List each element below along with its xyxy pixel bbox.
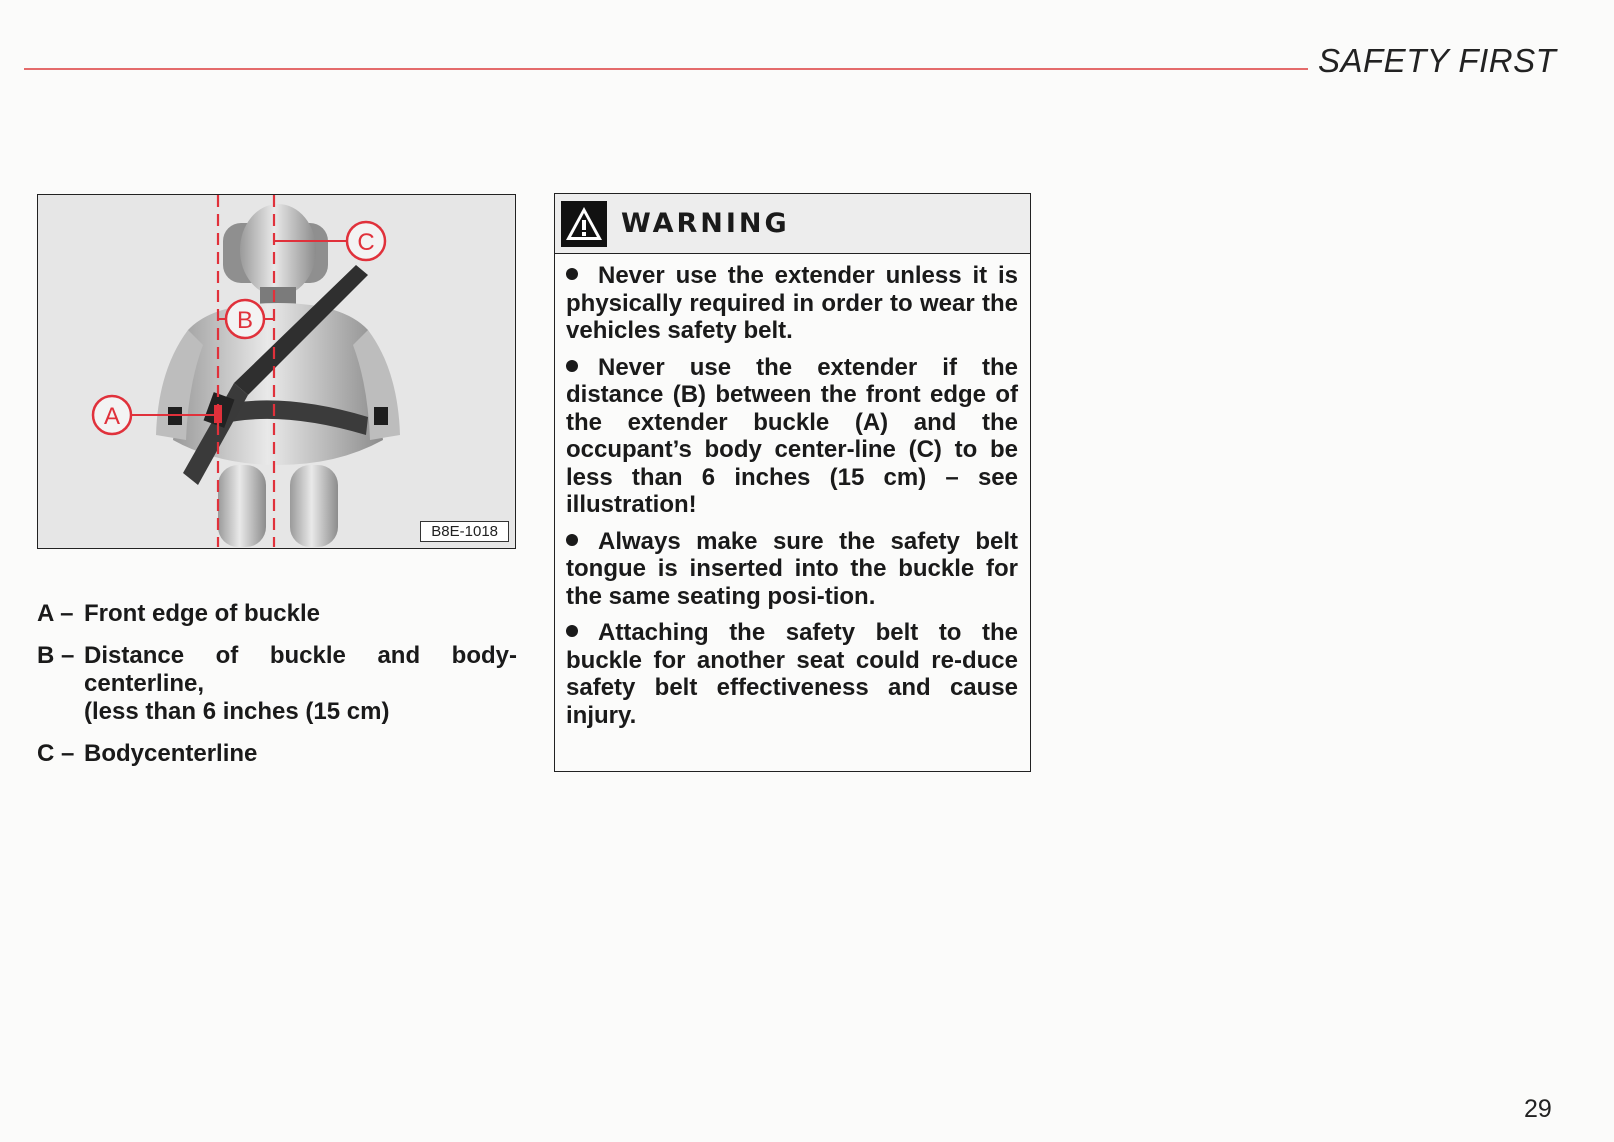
warning-item-text: Never use the extender unless it is physically required in order to wear the vehicles safety belt. xyxy=(566,262,1018,344)
callout-c xyxy=(347,222,385,260)
warning-item-text: Never use the extender if the distance (B) between the front edge of the extender buckle (A) and the occupant’s body center-line (C) to be less than 6 inches (15 cm) – see illustration! xyxy=(566,353,1018,518)
dummy-figure xyxy=(38,195,514,547)
dummy-leg-right xyxy=(290,465,338,547)
legend-text: Front edge of buckle xyxy=(84,600,321,627)
page-number: 29 xyxy=(1524,1095,1552,1123)
legend-item-c xyxy=(37,740,517,768)
legend-text: Bodycenterline xyxy=(84,740,258,767)
warning-item xyxy=(566,528,1018,611)
legend-item-a xyxy=(37,600,517,628)
callout-b-label: B xyxy=(236,307,254,334)
legend-key: C – xyxy=(37,740,75,767)
belt-extender-illustration xyxy=(37,194,516,549)
legend-text-continued: (less than 6 inches (15 cm) xyxy=(84,698,390,725)
bullet-icon xyxy=(566,534,578,546)
callout-c-label: C xyxy=(357,229,375,256)
legend-text: Distance of buckle and body-centerline, xyxy=(84,642,517,697)
warning-triangle-icon xyxy=(561,201,607,247)
warning-item xyxy=(566,354,1018,519)
legend-key: B – xyxy=(37,642,75,669)
dummy-head xyxy=(240,204,316,296)
warning-item-text: Attaching the safety belt to the buckle for another seat could re-duce safety belt effectiveness and cause injury. xyxy=(566,619,1018,729)
bullet-icon xyxy=(566,268,578,280)
figure-legend xyxy=(37,600,517,782)
warning-item xyxy=(566,619,1018,729)
warning-item xyxy=(566,262,1018,345)
dummy-leg-left xyxy=(218,465,266,547)
warning-box xyxy=(554,193,1031,772)
figure-code: B8E-1018 xyxy=(420,521,509,542)
warning-title: WARNING xyxy=(621,208,790,239)
warning-body xyxy=(555,254,1030,729)
header-rule xyxy=(24,68,1308,70)
callout-a-label: A xyxy=(103,403,121,430)
legend-key: A – xyxy=(37,600,74,627)
bullet-icon xyxy=(566,360,578,372)
warning-header xyxy=(555,194,1030,254)
warning-item-text: Always make sure the safety belt tongue is inserted into the buckle for the same seating posi-tion. xyxy=(566,527,1018,610)
bullet-icon xyxy=(566,625,578,637)
section-title: SAFETY FIRST xyxy=(1318,42,1557,79)
legend-item-b xyxy=(37,642,517,726)
callout-b xyxy=(226,300,264,338)
callout-a xyxy=(93,396,131,434)
